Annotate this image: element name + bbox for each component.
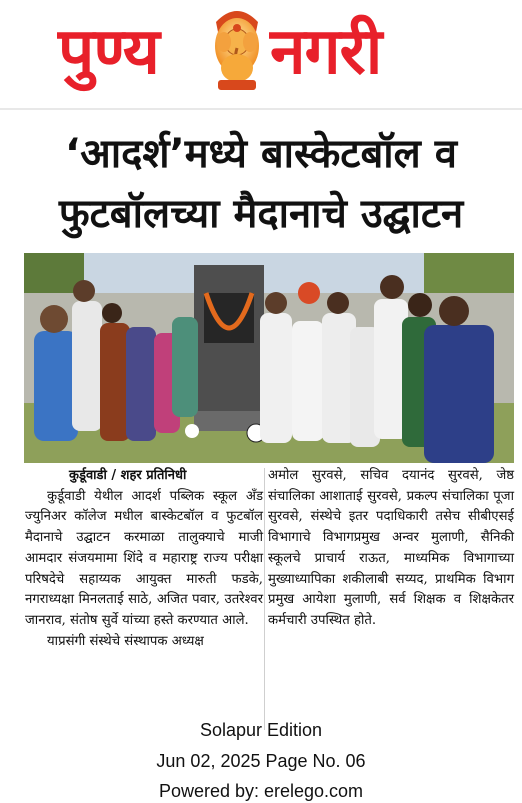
article-column-right	[268, 466, 514, 632]
masthead-title-right: नगरी	[270, 15, 382, 89]
column-divider	[264, 468, 265, 730]
article-paragraph-2-start: याप्रसंगी संस्थेचे संस्थापक अध्यक्ष	[47, 633, 204, 649]
footer-powered-by[interactable]: Powered by: erelego.com	[158, 781, 364, 801]
article-paragraph-1: कुर्डूवाडी येथील आदर्श पब्लिक स्कूल अँड ज्युनिअर कॉलेज मधील बास्केटबॉल व फुटबॉल मैदानाचे उद्घाटन करमाळा तालुक्याचे माजी आमदार संजयमामा शिंदे व महाराष्ट्र राज्य परीक्षा परिषदेचे सहाय्यक आयुक्त मारुती फडके, नगराध्यक्षा मिनलताई साठे, अजित पवार, उतरेश्वर जानराव, संतोष सुर्वे यांच्या हस्ते करण्यात आले.	[25, 488, 263, 628]
headline-line-1: ‘आदर्श’मध्ये बास्केटबॉल व	[65, 131, 457, 177]
masthead-divider	[0, 108, 522, 110]
article-column-left	[25, 466, 263, 652]
article-paragraph-2-continued: अमोल सुरवसे, सचिव दयानंद सुरवसे, जेष्ठ संचालिका आशाताई सुरवसे, प्रकल्प संचालिका पूजा सुरवसे, संस्थेचे इतर पदाधिकारी तसेच सीबीएसई विभागाचे विभागप्रमुख अन्वर मुलाणी, सैनिकी स्कूलचे प्राचार्य राऊत, माध्यमिक विभागाच्या मुख्याध्यापिका शकीलाबी सय्यद, प्राथमिक विभाग प्रमुख आयेशा मुलाणी, सर्व शिक्षक व शिक्षकेतर कर्मचारी उपस्थित होते.	[268, 468, 514, 628]
article-dateline: कुर्डूवाडी / शहर प्रतिनिधी	[69, 468, 187, 483]
footer-edition: Solapur Edition	[199, 720, 323, 740]
headline-line-2: फुटबॉलच्या मैदानाचे उद्घाटन	[58, 191, 464, 237]
footer-date-page: Jun 02, 2025 Page No. 06	[156, 751, 366, 771]
inauguration-photo	[24, 253, 514, 463]
masthead	[0, 0, 522, 108]
masthead-title-left: पुण्य	[58, 15, 159, 89]
ganesha-icon	[206, 2, 268, 94]
